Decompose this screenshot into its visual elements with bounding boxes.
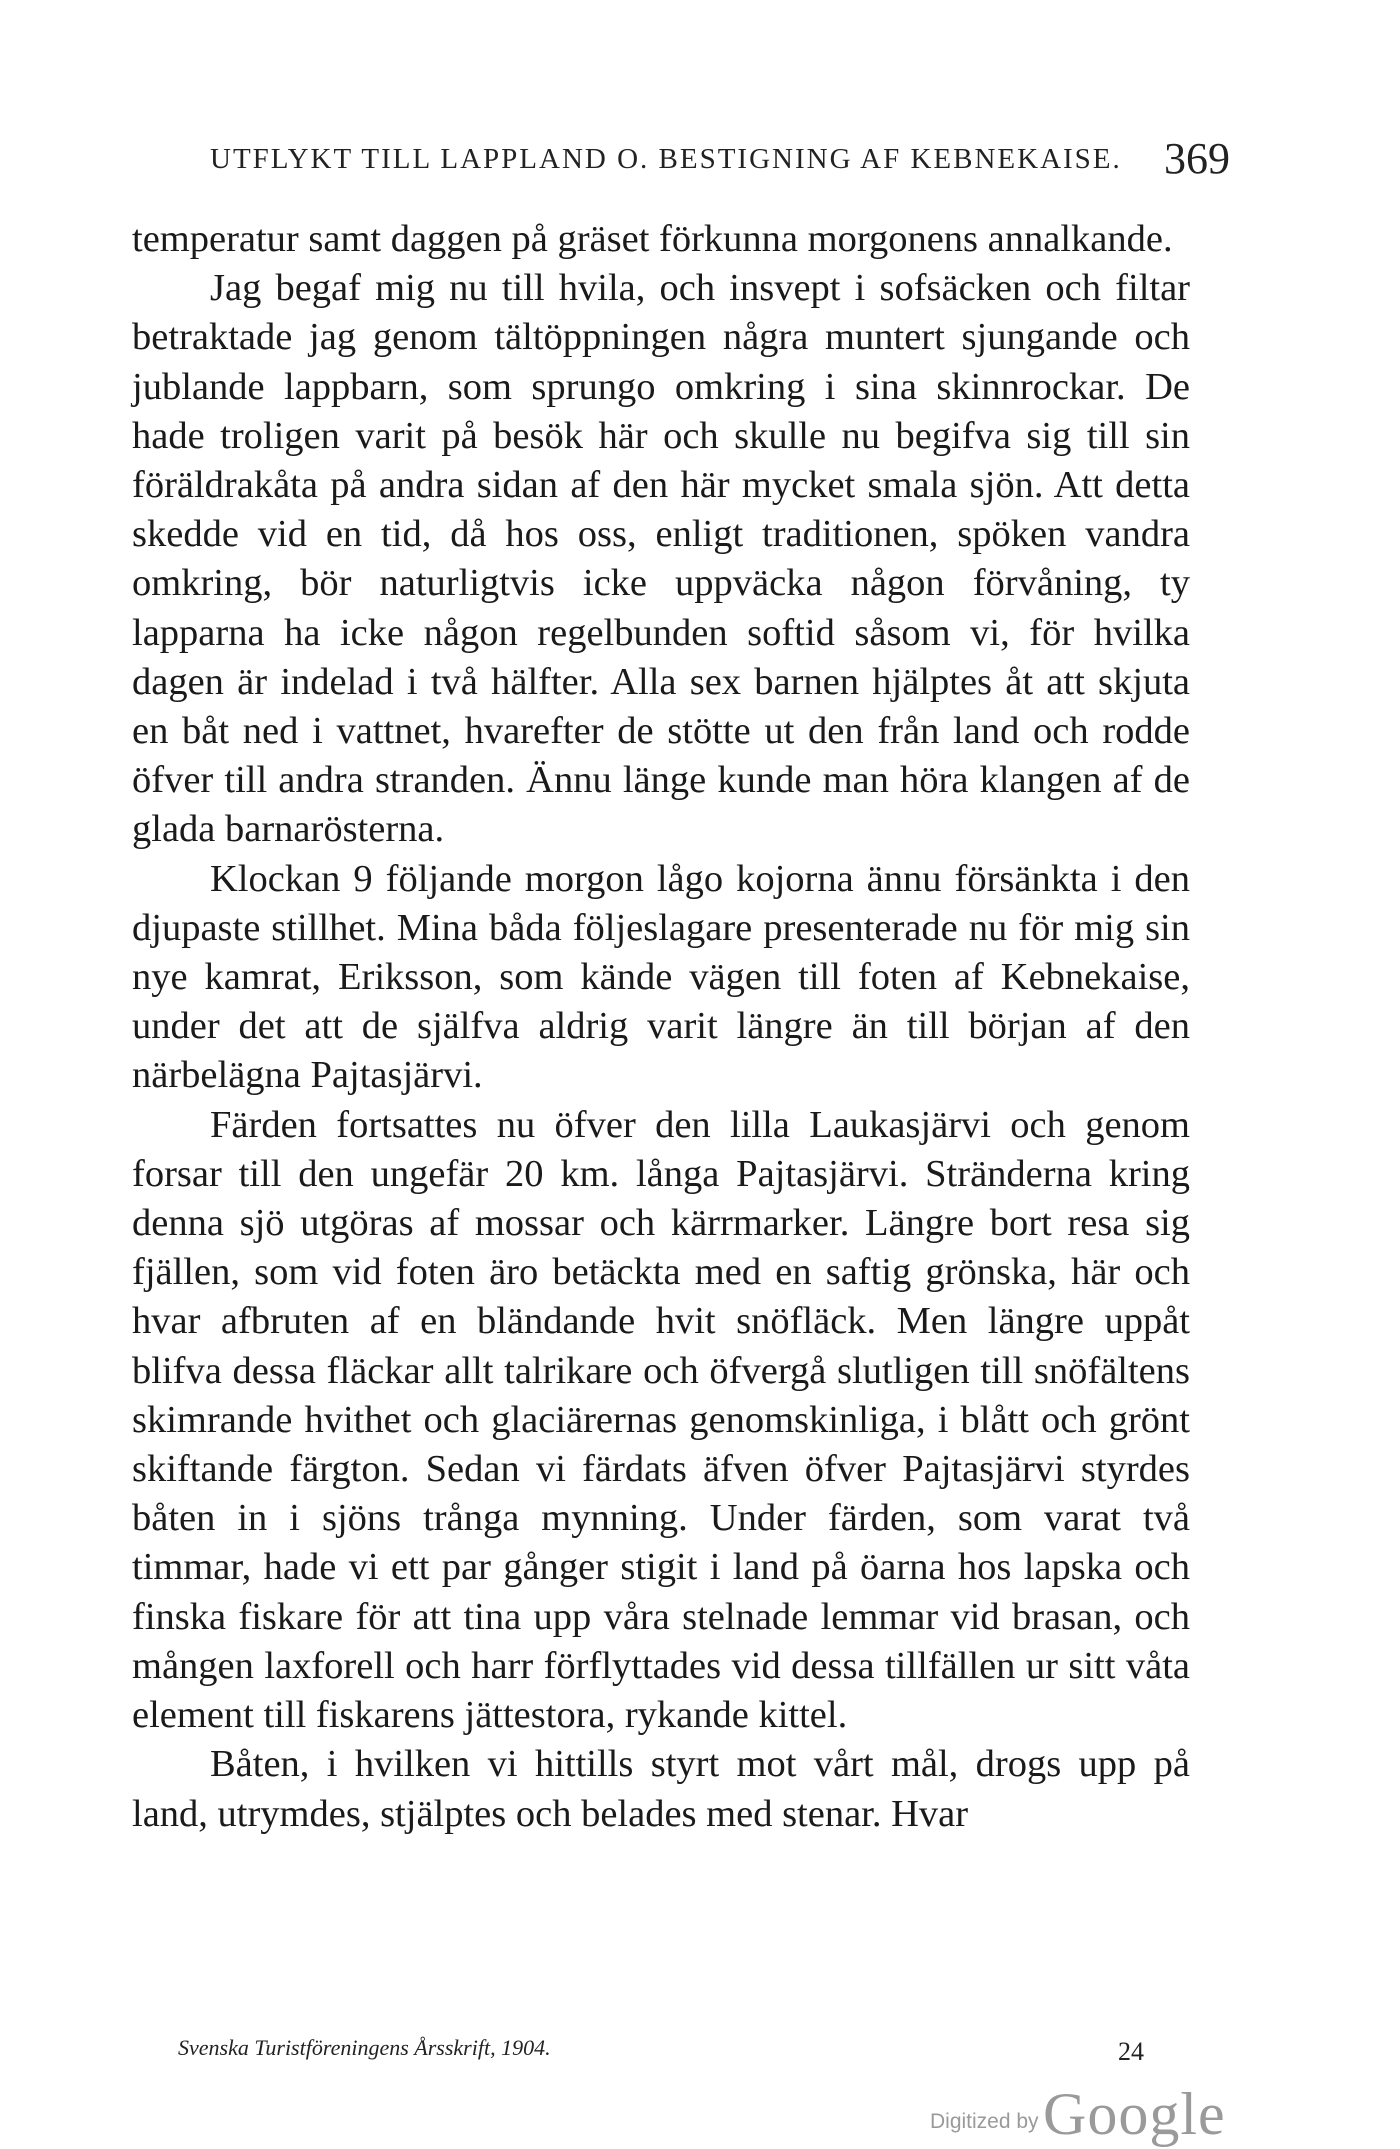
publication-line: Svenska Turistföreningens Årsskrift, 1904. <box>178 2035 551 2060</box>
signature-mark: 24 <box>1118 2037 1144 2066</box>
paragraph: Båten, i hvilken vi hittills styrt mot vårt mål, drogs upp på land, utrymdes, stjälptes och belades med stenar. Hvar <box>132 1743 1190 1835</box>
watermark-brand-logo: Google <box>1043 2081 1226 2147</box>
running-header <box>210 134 1230 183</box>
paragraph: Klockan 9 följande morgon lågo kojorna ännu försänkta i den djupaste stillhet. Mina båda följeslagare presenterade nu för mig sin nye kamrat, Eriksson, som kände vägen till foten af Kebnekaise, under det att de själfva aldrig varit längre än till början af den närbelägna Pajtasjärvi. <box>132 857 1190 1097</box>
body-text <box>132 215 1190 1839</box>
paragraph: Jag begaf mig nu till hvila, och insvept i sofsäcken och filtar betraktade jag genom tältöppningen några muntert sjungande och jublande lappbarn, som sprungo omkring i sina skinnrockar. De hade troligen varit på besök här och skulle nu begifva sig till sin föräldrakåta på andra sidan af den här mycket smala sjön. Att detta skedde vid en tid, då hos oss, enligt traditionen, spöken vandra omkring, bör naturligtvis icke uppväcka någon förvåning, ty lapparna ha icke någon regelbunden softid såsom vi, för hvilka dagen är indelad i två hälfter. Alla sex barnen hjälptes åt att skjuta en båt ned i vattnet, hvarefter de stötte ut den från land och rodde öfver till andra stranden. Ännu länge kunde man höra klangen af de glada barnarösterna. <box>132 267 1190 851</box>
paragraph-continuation: temperatur samt daggen på gräset förkunna morgonens annalkande. <box>132 218 1173 260</box>
watermark-prefix: Digitized by <box>930 2110 1039 2133</box>
paragraph: Färden fortsattes nu öfver den lilla Laukasjärvi och genom forsar till den ungefär 20 km. långa Pajtasjärvi. Stränderna kring denna sjö utgöras af mossar och kärrmarker. Längre bort resa sig fjällen, som vid foten äro betäckta med en saftig grönska, här och hvar afbruten af en bländande hvit snöfläck. Men längre uppåt blifva dessa fläckar allt talrikare och öfvergå slutligen till snöfältens skimrande hvithet och glaciärernas genomskinliga, i blått och grönt skiftande färgton. Sedan vi färdats äfven öfver Pajtasjärvi styrdes båten in i sjöns trånga mynning. Under färden, som varat två timmar, hade vi ett par gånger stigit i land på öarna hos lapska och finska fiskare för att tina upp våra stelnade lemmar vid brasan, och mången laxforell och harr förflyttades vid dessa tillfällen ur sitt våta element till fiskarens jättestora, rykande kittel. <box>132 1103 1190 1737</box>
page-footer <box>178 2035 1178 2066</box>
page-number: 369 <box>1164 134 1230 183</box>
running-title: UTFLYKT TILL LAPPLAND O. BESTIGNING AF KEBNEKAISE. <box>210 143 1122 175</box>
